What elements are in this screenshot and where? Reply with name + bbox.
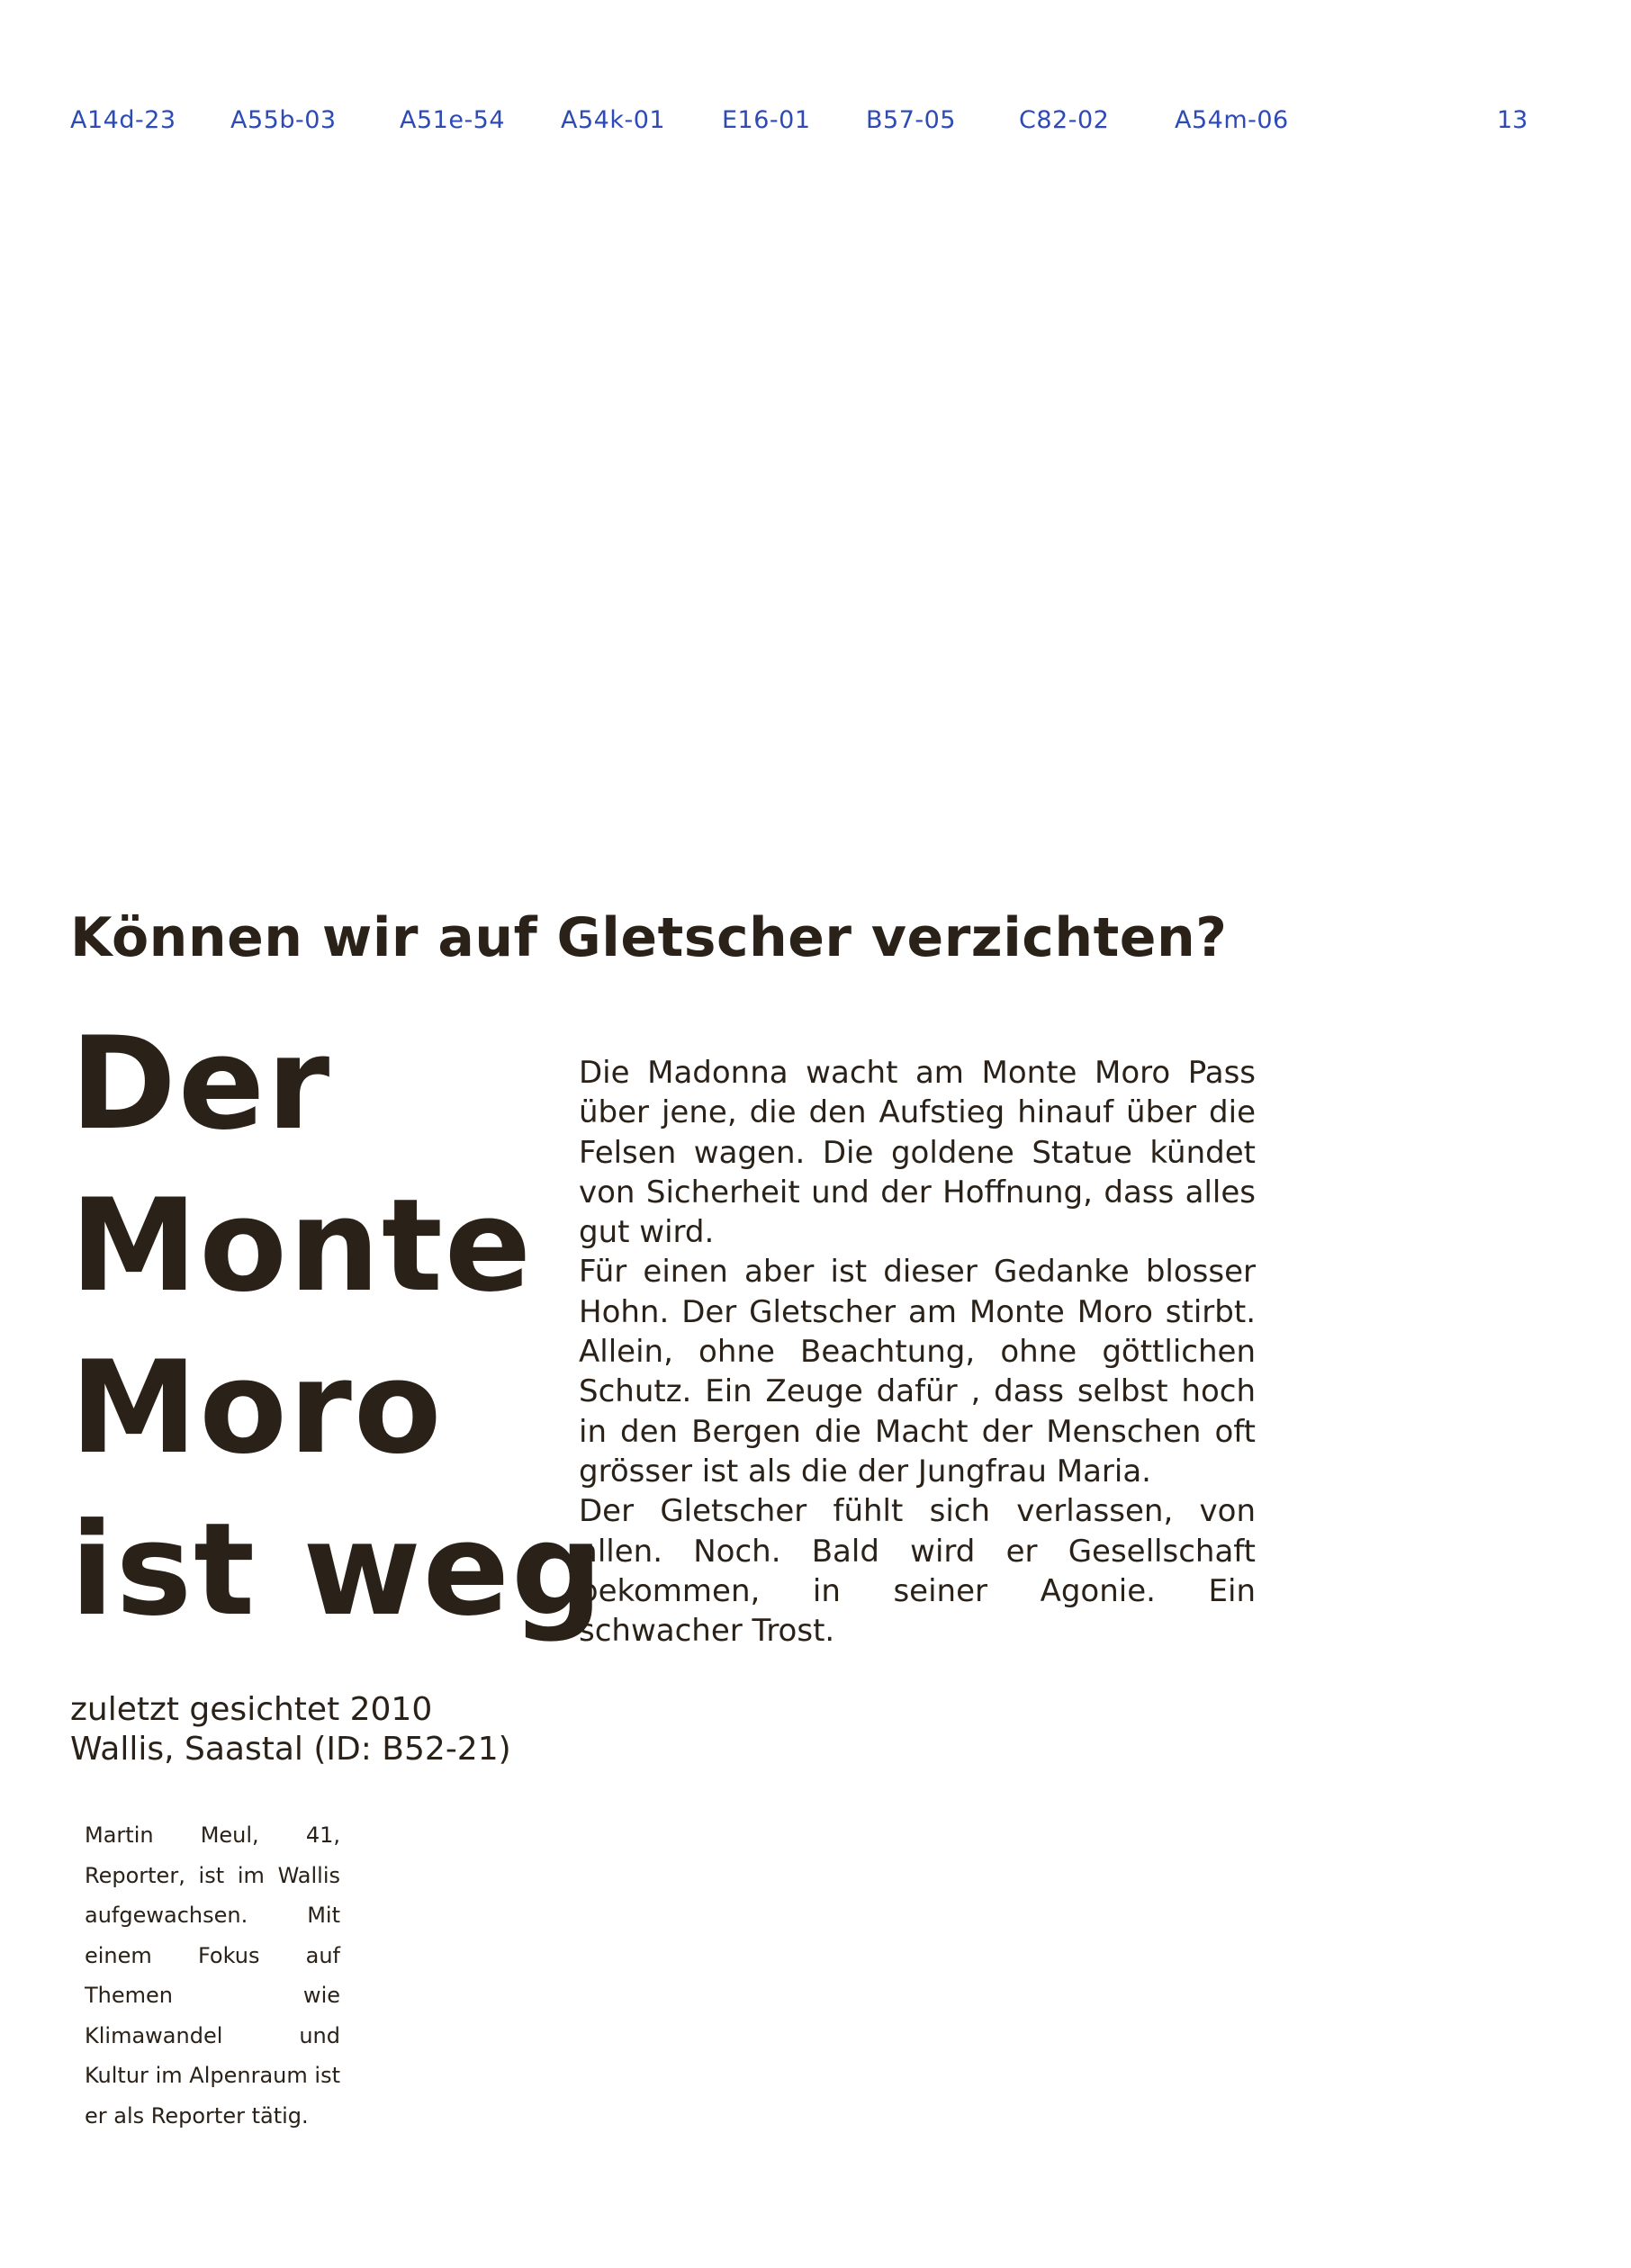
body-paragraph: Für einen aber ist dieser Gedanke blosser Hohn. Der Gletscher am Monte Moro stirbt. Allein, ohne Beachtung, ohne göttlichen Schutz. Ein Zeuge dafür , dass selbst hoch in den Bergen die Macht der Menschen oft grösser ist als die der Jungfrau Maria. bbox=[579, 1254, 1256, 1490]
glacier-code: E16-01 bbox=[722, 106, 811, 134]
title-line: ist weg bbox=[70, 1496, 605, 1644]
author-bio: Martin Meul, 41, Reporter, ist im Wallis aufgewachsen. Mit einem Fokus auf Themen wie Klimawandel und Kultur im Alpenraum ist er als Reporter tätig. bbox=[85, 1822, 340, 2128]
glacier-code: A51e-54 bbox=[400, 106, 506, 134]
article-question: Können wir auf Gletscher verzichten? bbox=[70, 906, 1228, 969]
body-paragraph: Der Gletscher fühlt sich verlassen, von allen. Noch. Bald wird er Gesellschaft bekommen, in seiner Agonie. Ein schwacher Trost. bbox=[579, 1493, 1256, 1650]
body-paragraph: Die Madonna wacht am Monte Moro Pass über jene, die den Aufstieg hinauf über die Felsen wagen. Die goldene Statue kündet von Sicherheit und der Hoffnung, dass alles gut wird. bbox=[579, 1055, 1256, 1251]
glacier-meta bbox=[70, 1690, 511, 1769]
page-number: 13 bbox=[1497, 106, 1528, 134]
article-body bbox=[579, 1053, 1256, 1651]
page-header bbox=[0, 103, 1631, 139]
glacier-code: A54m-06 bbox=[1175, 106, 1289, 134]
title-line: Moro bbox=[70, 1334, 444, 1482]
location: Wallis, Saastal (ID: B52-21) bbox=[70, 1731, 511, 1768]
article-title bbox=[70, 1004, 605, 1652]
title-line: Monte bbox=[70, 1172, 534, 1320]
glacier-code: A54k-01 bbox=[561, 106, 666, 134]
title-line: Der bbox=[70, 1010, 332, 1158]
glacier-code: A55b-03 bbox=[230, 106, 337, 134]
glacier-code: A14d-23 bbox=[70, 106, 176, 134]
glacier-code: B57-05 bbox=[866, 106, 956, 134]
glacier-code: C82-02 bbox=[1019, 106, 1110, 134]
last-seen: zuletzt gesichtet 2010 bbox=[70, 1691, 433, 1728]
